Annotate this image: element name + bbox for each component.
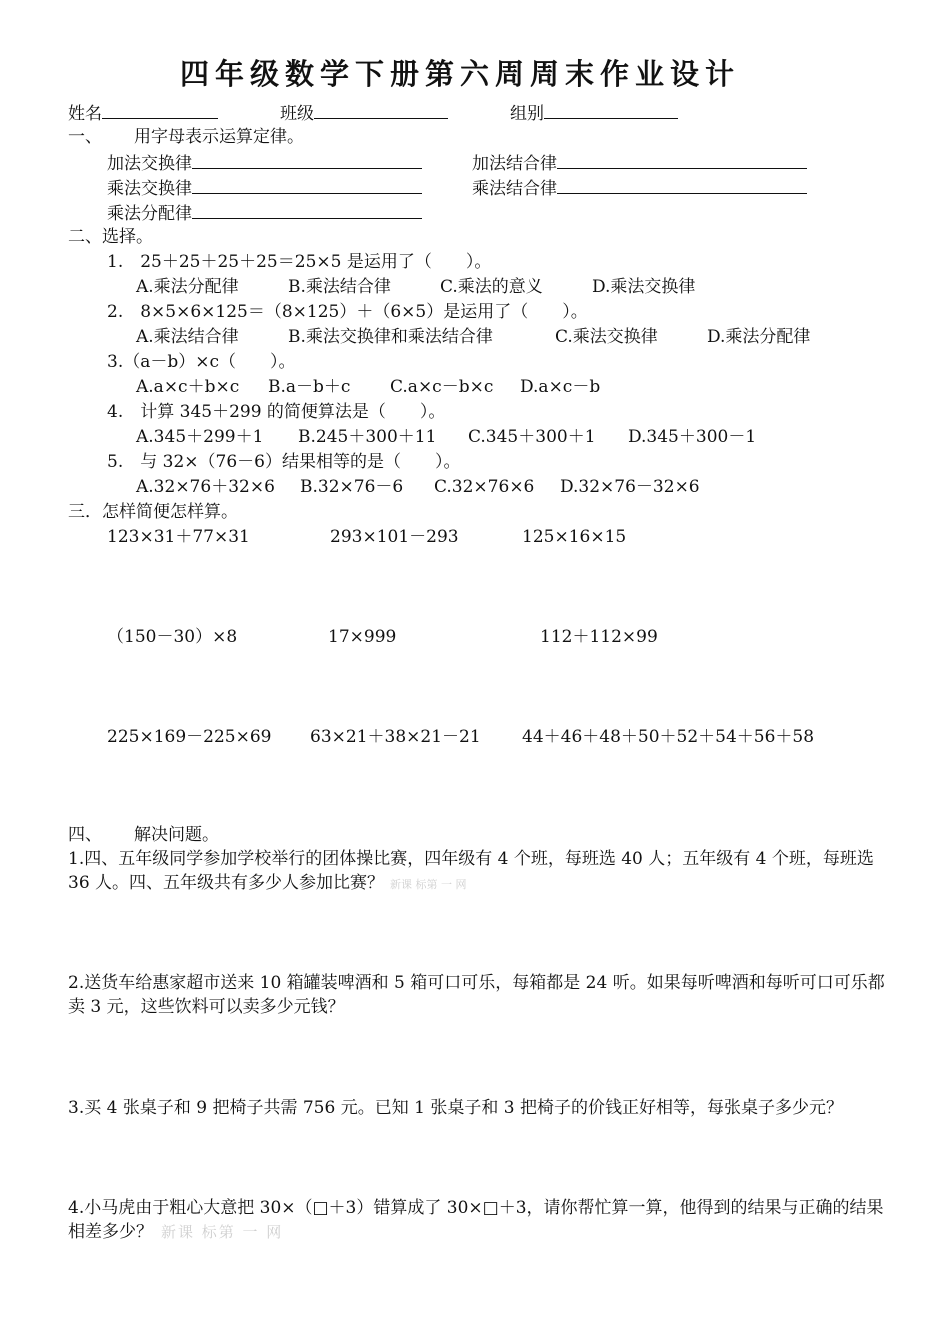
choice-question-1: 1. 25＋25＋25＋25＝25×5 是运用了（ ）。 bbox=[107, 252, 492, 272]
watermark: 新课 标第 一 网 bbox=[161, 1223, 284, 1241]
choice-option[interactable]: B.a－b＋c bbox=[268, 377, 351, 397]
section3-title: 三．怎样简便怎样算。 bbox=[68, 502, 238, 522]
choice-option[interactable]: A.乘法结合律 bbox=[136, 327, 239, 347]
problem-text: 4.小马虎由于粗心大意把 30×（□＋3）错算成了 30×□＋3，请你帮忙算一算，他得到的结果与正确的结果相差多少？ bbox=[68, 1198, 884, 1242]
answer-blank[interactable] bbox=[557, 176, 807, 194]
law-label: 乘法结合律 bbox=[472, 179, 557, 199]
word-problem-3 bbox=[68, 1096, 918, 1120]
choice-option[interactable]: B.乘法结合律 bbox=[288, 277, 391, 297]
law-mul-associative bbox=[472, 176, 807, 200]
law-label: 乘法交换律 bbox=[107, 179, 192, 199]
choice-option[interactable]: D.345＋300－1 bbox=[628, 427, 757, 447]
section2-title: 二、选择。 bbox=[68, 227, 153, 247]
choice-question-5: 5. 与 32×（76－6）结果相等的是（ ）。 bbox=[107, 452, 461, 472]
choice-option[interactable]: C.乘法交换律 bbox=[555, 327, 658, 347]
choice-option[interactable]: D.乘法交换律 bbox=[592, 277, 696, 297]
problem-text: 1.四、五年级同学参加学校举行的团体操比赛，四年级有 4 个班，每班选 40 人；五年级有 4 个班，每班选 36 人。四、五年级共有多少人参加比赛？ bbox=[68, 849, 874, 893]
word-problem-2 bbox=[68, 971, 898, 1019]
choice-option[interactable]: A.32×76＋32×6 bbox=[136, 477, 275, 497]
choice-option[interactable]: B.32×76－6 bbox=[300, 477, 404, 497]
choice-option[interactable]: B.乘法交换律和乘法结合律 bbox=[288, 327, 493, 347]
class-field[interactable] bbox=[280, 101, 448, 125]
calc-expression: 44＋46＋48＋50＋52＋54＋56＋58 bbox=[522, 727, 815, 747]
answer-blank[interactable] bbox=[192, 176, 422, 194]
class-label: 班级 bbox=[280, 104, 314, 124]
calc-expression: 63×21＋38×21－21 bbox=[310, 727, 481, 747]
answer-blank[interactable] bbox=[192, 151, 422, 169]
watermark: 新课 标第 一 网 bbox=[390, 878, 467, 891]
law-mul-commutative bbox=[107, 176, 422, 200]
section4-number: 四、 bbox=[68, 825, 102, 845]
problem-text: 3.买 4 张桌子和 9 把椅子共需 756 元。已知 1 张桌子和 3 把椅子的价钱正好相等，每张桌子多少元？ bbox=[68, 1098, 843, 1118]
law-label: 加法交换律 bbox=[107, 154, 192, 174]
law-label: 加法结合律 bbox=[472, 154, 557, 174]
group-label: 组别 bbox=[510, 104, 544, 124]
law-add-associative bbox=[472, 151, 807, 175]
calc-expression: （150－30）×8 bbox=[107, 627, 238, 647]
section1-number: 一、 bbox=[68, 127, 102, 147]
choice-option[interactable]: C.a×c－b×c bbox=[390, 377, 494, 397]
class-blank[interactable] bbox=[314, 101, 448, 119]
answer-blank[interactable] bbox=[557, 151, 807, 169]
choice-question-3: 3.（a－b）×c（ ）。 bbox=[107, 352, 296, 372]
calc-expression: 123×31＋77×31 bbox=[107, 527, 250, 547]
choice-option[interactable]: A.a×c＋b×c bbox=[136, 377, 240, 397]
choice-option[interactable]: A.乘法分配律 bbox=[136, 277, 239, 297]
choice-option[interactable]: C.345＋300＋1 bbox=[468, 427, 596, 447]
section1-title: 用字母表示运算定律。 bbox=[134, 127, 304, 147]
law-mul-distributive bbox=[107, 201, 422, 225]
calc-expression: 112＋112×99 bbox=[540, 627, 658, 647]
law-add-commutative bbox=[107, 151, 422, 175]
choice-option[interactable]: B.245＋300＋11 bbox=[298, 427, 437, 447]
calc-expression: 125×16×15 bbox=[522, 527, 627, 547]
calc-expression: 293×101－293 bbox=[330, 527, 459, 547]
name-field[interactable] bbox=[68, 101, 218, 125]
section4-title: 解决问题。 bbox=[134, 825, 219, 845]
problem-text: 2.送货车给惠家超市送来 10 箱罐装啤酒和 5 箱可口可乐，每箱都是 24 听。如果每听啤酒和每听可口可乐都卖 3 元，这些饮料可以卖多少元钱？ bbox=[68, 973, 885, 1017]
choice-option[interactable]: C.32×76×6 bbox=[434, 477, 535, 497]
choice-question-2: 2. 8×5×6×125＝（8×125）＋（6×5）是运用了（ ）。 bbox=[107, 302, 588, 322]
calc-expression: 17×999 bbox=[328, 627, 397, 647]
choice-option[interactable]: D.32×76－32×6 bbox=[560, 477, 700, 497]
choice-option[interactable]: A.345＋299＋1 bbox=[136, 427, 264, 447]
group-field[interactable] bbox=[510, 101, 678, 125]
name-label: 姓名 bbox=[68, 104, 102, 124]
answer-blank[interactable] bbox=[192, 201, 422, 219]
choice-option[interactable]: C.乘法的意义 bbox=[440, 277, 543, 297]
group-blank[interactable] bbox=[544, 101, 678, 119]
choice-question-4: 4. 计算 345＋299 的简便算法是（ ）。 bbox=[107, 402, 446, 422]
page-title: 四年级数学下册第六周周末作业设计 bbox=[180, 57, 741, 91]
choice-option[interactable]: D.乘法分配律 bbox=[707, 327, 811, 347]
choice-option[interactable]: D.a×c－b bbox=[520, 377, 601, 397]
calc-expression: 225×169－225×69 bbox=[107, 727, 272, 747]
word-problem-1 bbox=[68, 847, 898, 897]
name-blank[interactable] bbox=[102, 101, 218, 119]
word-problem-4 bbox=[68, 1196, 898, 1244]
law-label: 乘法分配律 bbox=[107, 204, 192, 224]
